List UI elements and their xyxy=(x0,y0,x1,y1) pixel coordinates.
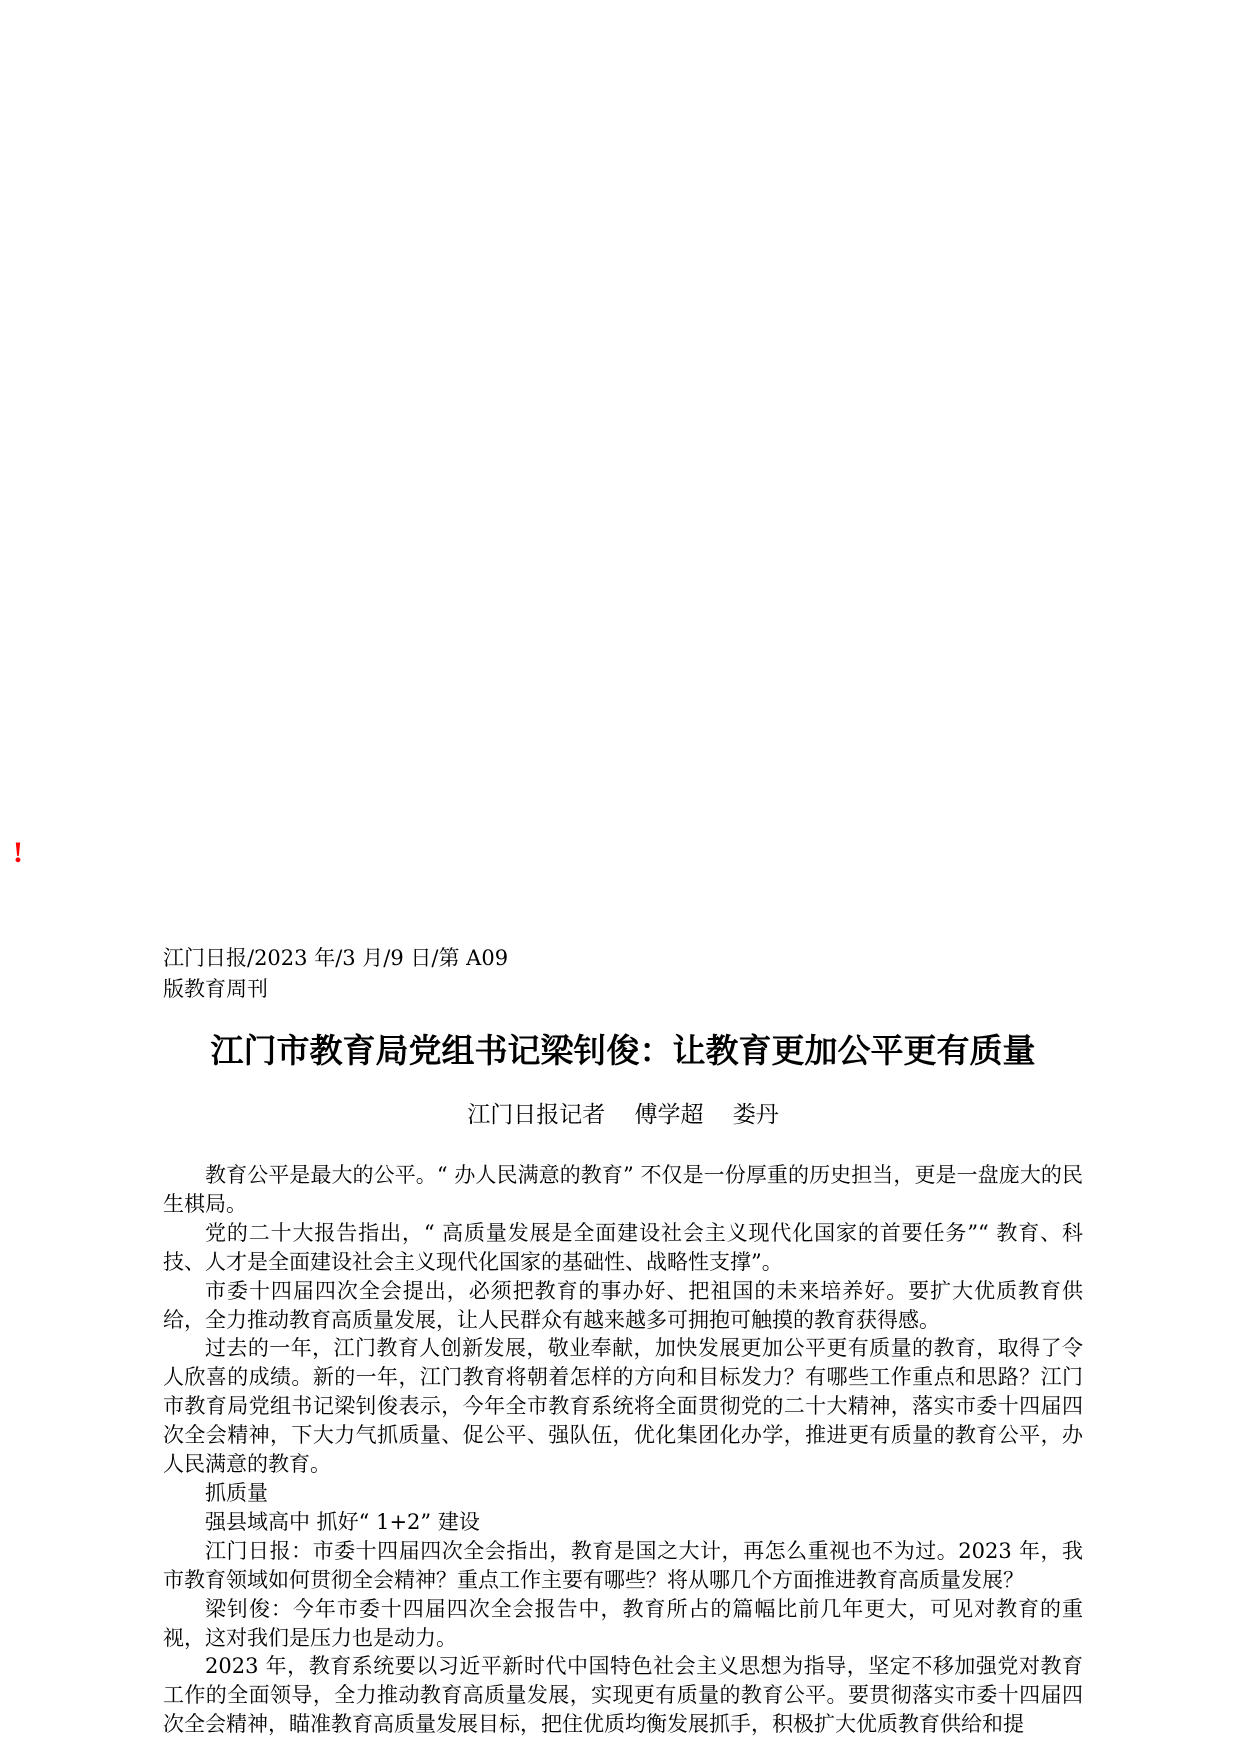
section-heading: 抓质量 xyxy=(205,1480,268,1505)
paragraph: 梁钊俊：今年市委十四届四次全会报告中，教育所占的篇幅比前几年更大，可见对教育的重视，这对我们是压力也是动力。 xyxy=(163,1596,1083,1650)
paragraph: 教育公平是最大的公平。“ 办人民满意的教育” 不仅是一份厚重的历史担当，更是一盘庞大的民生棋局。 xyxy=(163,1163,1083,1216)
paragraph: 2023 年，教育系统要以习近平新时代中国特色社会主义思想为指导，坚定不移加强党对教育工作的全面领导，全力推动教育高质量发展，实现更有质量的教育公平。要贯彻落实市委十四届四次全会精神，瞄准教育高质量发展目标，把住优质均衡发展抓手，积极扩大优质教育供给和提 xyxy=(163,1654,1083,1737)
paragraph: 党的二十大报告指出，“ 高质量发展是全面建设社会主义现代化国家的首要任务”“ 教育、科技、人才是全面建设社会主义现代化国家的基础性、战略性支撑”。 xyxy=(163,1220,1083,1274)
red-exclamation-mark: ! xyxy=(13,836,23,869)
article-byline: 江门日报记者 傅学超 娄丹 xyxy=(467,1102,779,1128)
paragraph: 市委十四届四次全会提出，必须把教育的事办好、把祖国的未来培养好。要扩大优质教育供给，全力推动教育高质量发展，让人民群众有越来越多可拥抱可触摸的教育获得感。 xyxy=(163,1278,1083,1332)
dateline-line-2: 版教育周刊 xyxy=(163,977,268,1001)
paragraph: 过去的一年，江门教育人创新发展，敬业奉献，加快发展更加公平更有质量的教育，取得了令人欣喜的成绩。新的一年，江门教育将朝着怎样的方向和目标发力？有哪些工作重点和思路？江门市教育局党组书记梁钊俊表示，今年全市教育系统将全面贯彻党的二十大精神，落实市委十四届四次全会精神，下大力气抓质量、促公平、强队伍，优化集团化办学，推进更有质量的教育公平，办人民满意的教育。 xyxy=(163,1336,1083,1477)
paragraph: 江门日报：市委十四届四次全会指出，教育是国之大计，再怎么重视也不为过。2023 年，我市教育领域如何贯彻全会精神？重点工作主要有哪些？将从哪几个方面推进教育高质量发展？ xyxy=(163,1538,1083,1592)
dateline xyxy=(163,943,583,1005)
dateline-line-1: 江门日报/2023 年/3 月/9 日/第 A09 xyxy=(163,946,509,970)
article-body xyxy=(163,1161,1083,1739)
article-title: 江门市教育局党组书记梁钊俊：让教育更加公平更有质量 xyxy=(210,1031,1036,1070)
section-subheading: 强县域高中 抓好“ 1+2” 建设 xyxy=(205,1509,480,1534)
